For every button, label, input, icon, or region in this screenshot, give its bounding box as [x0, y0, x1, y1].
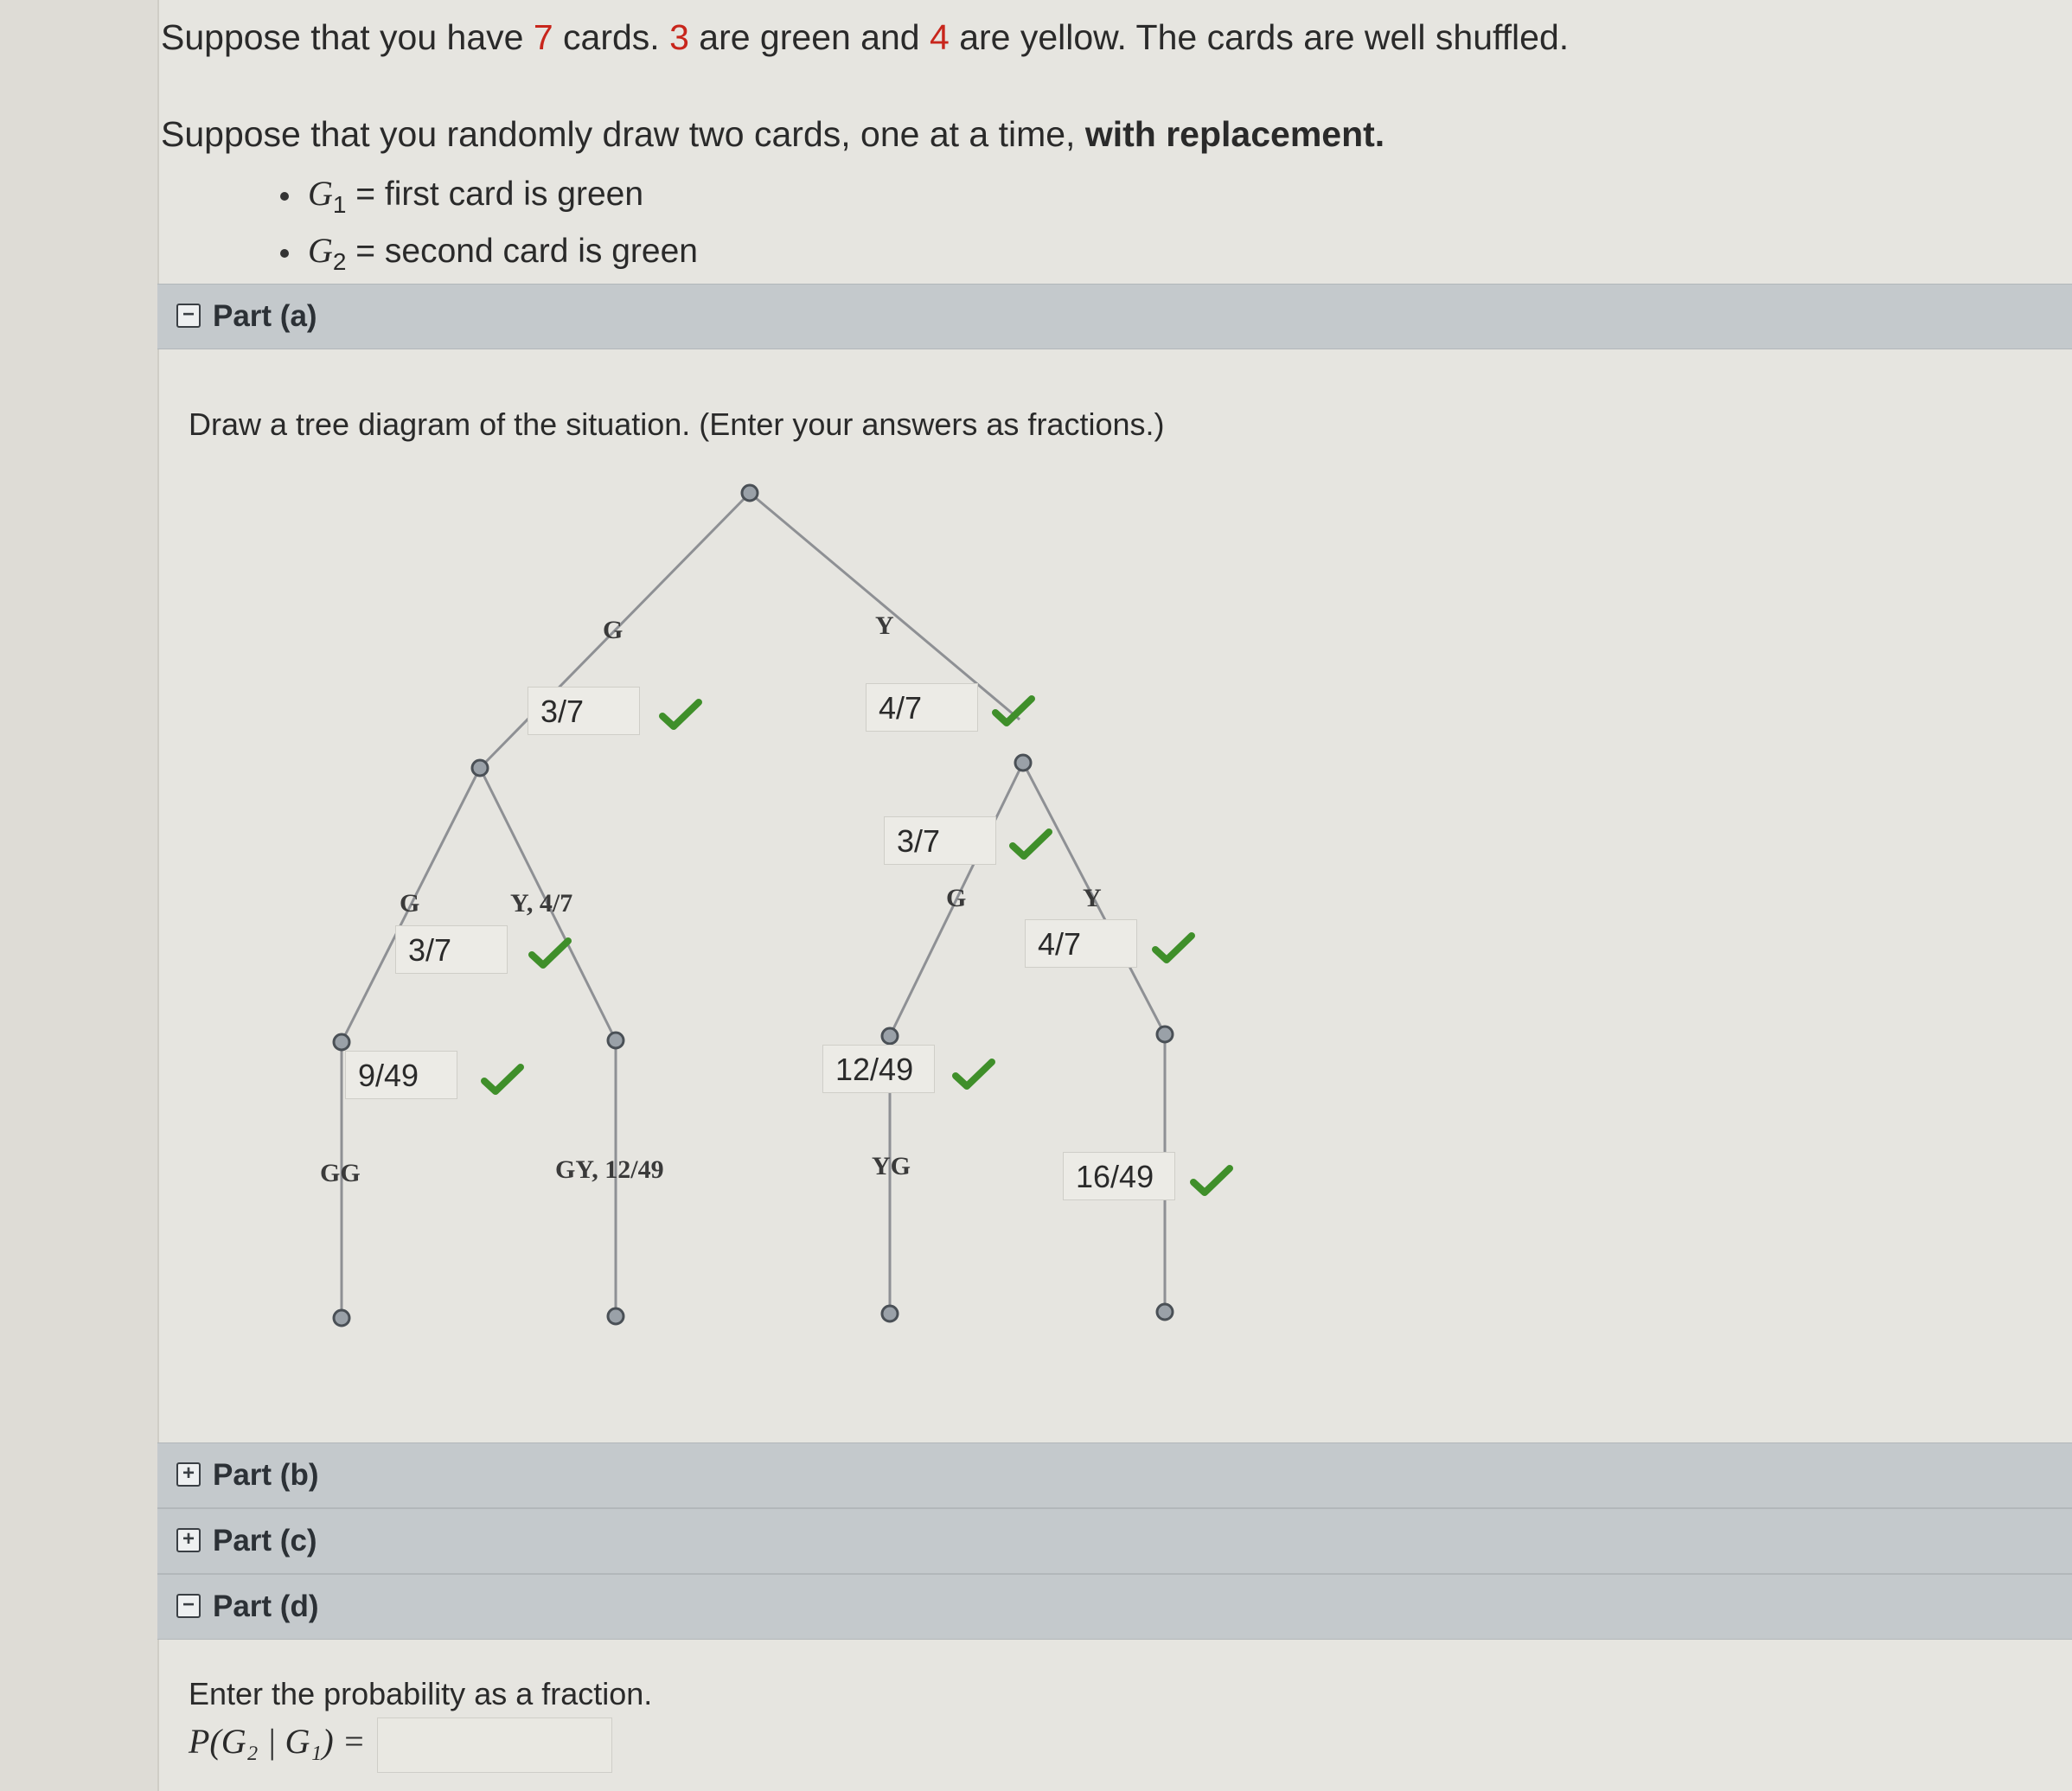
event-g1: $G_1$ = first card is green — [280, 173, 698, 230]
leaf-node-yg — [882, 1306, 898, 1321]
leaf-node-gy — [608, 1308, 624, 1324]
node-g — [472, 760, 488, 776]
label-g1: G — [603, 616, 624, 644]
root-node — [742, 485, 758, 501]
part-a-title: Part (a) — [213, 299, 317, 333]
leaf-node-yy — [1157, 1304, 1173, 1320]
answer-right-g[interactable]: 3/7 — [884, 816, 996, 865]
part-d-instruction: Enter the probability as a fraction. — [189, 1676, 653, 1711]
label-y2-left: Y, 4/7 — [510, 889, 573, 918]
answer-gg-prob[interactable]: 9/49 — [345, 1051, 457, 1099]
answer-yy-prob[interactable]: 16/49 — [1063, 1152, 1175, 1200]
leaf-node-gg — [334, 1310, 349, 1326]
tree-diagram — [159, 467, 1249, 1349]
part-b-header[interactable] — [157, 1442, 2072, 1508]
node-yy — [1157, 1027, 1173, 1042]
label-y1: Y — [875, 611, 894, 640]
label-y2-right: Y — [1083, 884, 1102, 912]
part-b-title: Part (b) — [213, 1458, 319, 1492]
part-d-header[interactable] — [157, 1574, 2072, 1640]
label-gy: GY, 12/49 — [555, 1155, 664, 1184]
collapse-icon[interactable]: − — [176, 1594, 201, 1618]
label-gg: GG — [320, 1159, 361, 1187]
event-definitions — [280, 173, 698, 287]
part-d-title: Part (d) — [213, 1590, 319, 1623]
answer-right-y[interactable]: 4/7 — [1025, 919, 1137, 968]
total-cards-number: 7 — [533, 17, 553, 57]
green-checkmark-icon — [659, 697, 702, 732]
expand-icon[interactable]: + — [176, 1462, 201, 1487]
answer-yg-prob[interactable]: 12/49 — [822, 1045, 935, 1093]
part-a-header[interactable] — [157, 284, 2072, 349]
answer-first-g[interactable]: 3/7 — [528, 687, 640, 735]
question-content — [159, 0, 2072, 1791]
node-gy — [608, 1033, 624, 1048]
node-y — [1015, 755, 1031, 771]
green-checkmark-icon — [992, 694, 1035, 728]
green-checkmark-icon — [1152, 931, 1195, 965]
green-checkmark-icon — [1190, 1163, 1233, 1198]
part-c-header[interactable] — [157, 1508, 2072, 1574]
label-g2-right: G — [946, 884, 967, 912]
green-checkmark-icon — [952, 1057, 995, 1091]
node-yg — [882, 1028, 898, 1044]
green-checkmark-icon — [528, 936, 572, 970]
node-gg — [334, 1034, 349, 1050]
part-a-instruction: Draw a tree diagram of the situation. (Enter your answers as fractions.) — [189, 406, 1165, 442]
label-g2-left: G — [400, 889, 420, 918]
expand-icon[interactable]: + — [176, 1528, 201, 1552]
answer-first-y[interactable]: 4/7 — [866, 683, 978, 732]
part-c-title: Part (c) — [213, 1524, 317, 1558]
answer-left-g[interactable]: 3/7 — [395, 925, 508, 974]
conditional-probability-formula: P(G₂ | G₁) = — [189, 1722, 366, 1761]
collapse-icon[interactable]: − — [176, 304, 201, 328]
event-g2: $G_2$ = second card is green — [280, 230, 698, 287]
problem-statement-line-2: Suppose that you randomly draw two cards, one at a time, with replacement. — [161, 114, 1385, 154]
problem-statement-line-1: Suppose that you have 7 cards. 3 are green and 4 are yellow. The cards are well shuffled. — [161, 17, 1570, 57]
left-gutter — [0, 0, 159, 1791]
yellow-count-number: 4 — [929, 17, 950, 57]
label-yg: YG — [872, 1152, 911, 1180]
probability-answer-input[interactable] — [377, 1717, 612, 1773]
green-checkmark-icon — [481, 1062, 524, 1097]
green-count-number: 3 — [669, 17, 689, 57]
green-checkmark-icon — [1009, 827, 1052, 861]
